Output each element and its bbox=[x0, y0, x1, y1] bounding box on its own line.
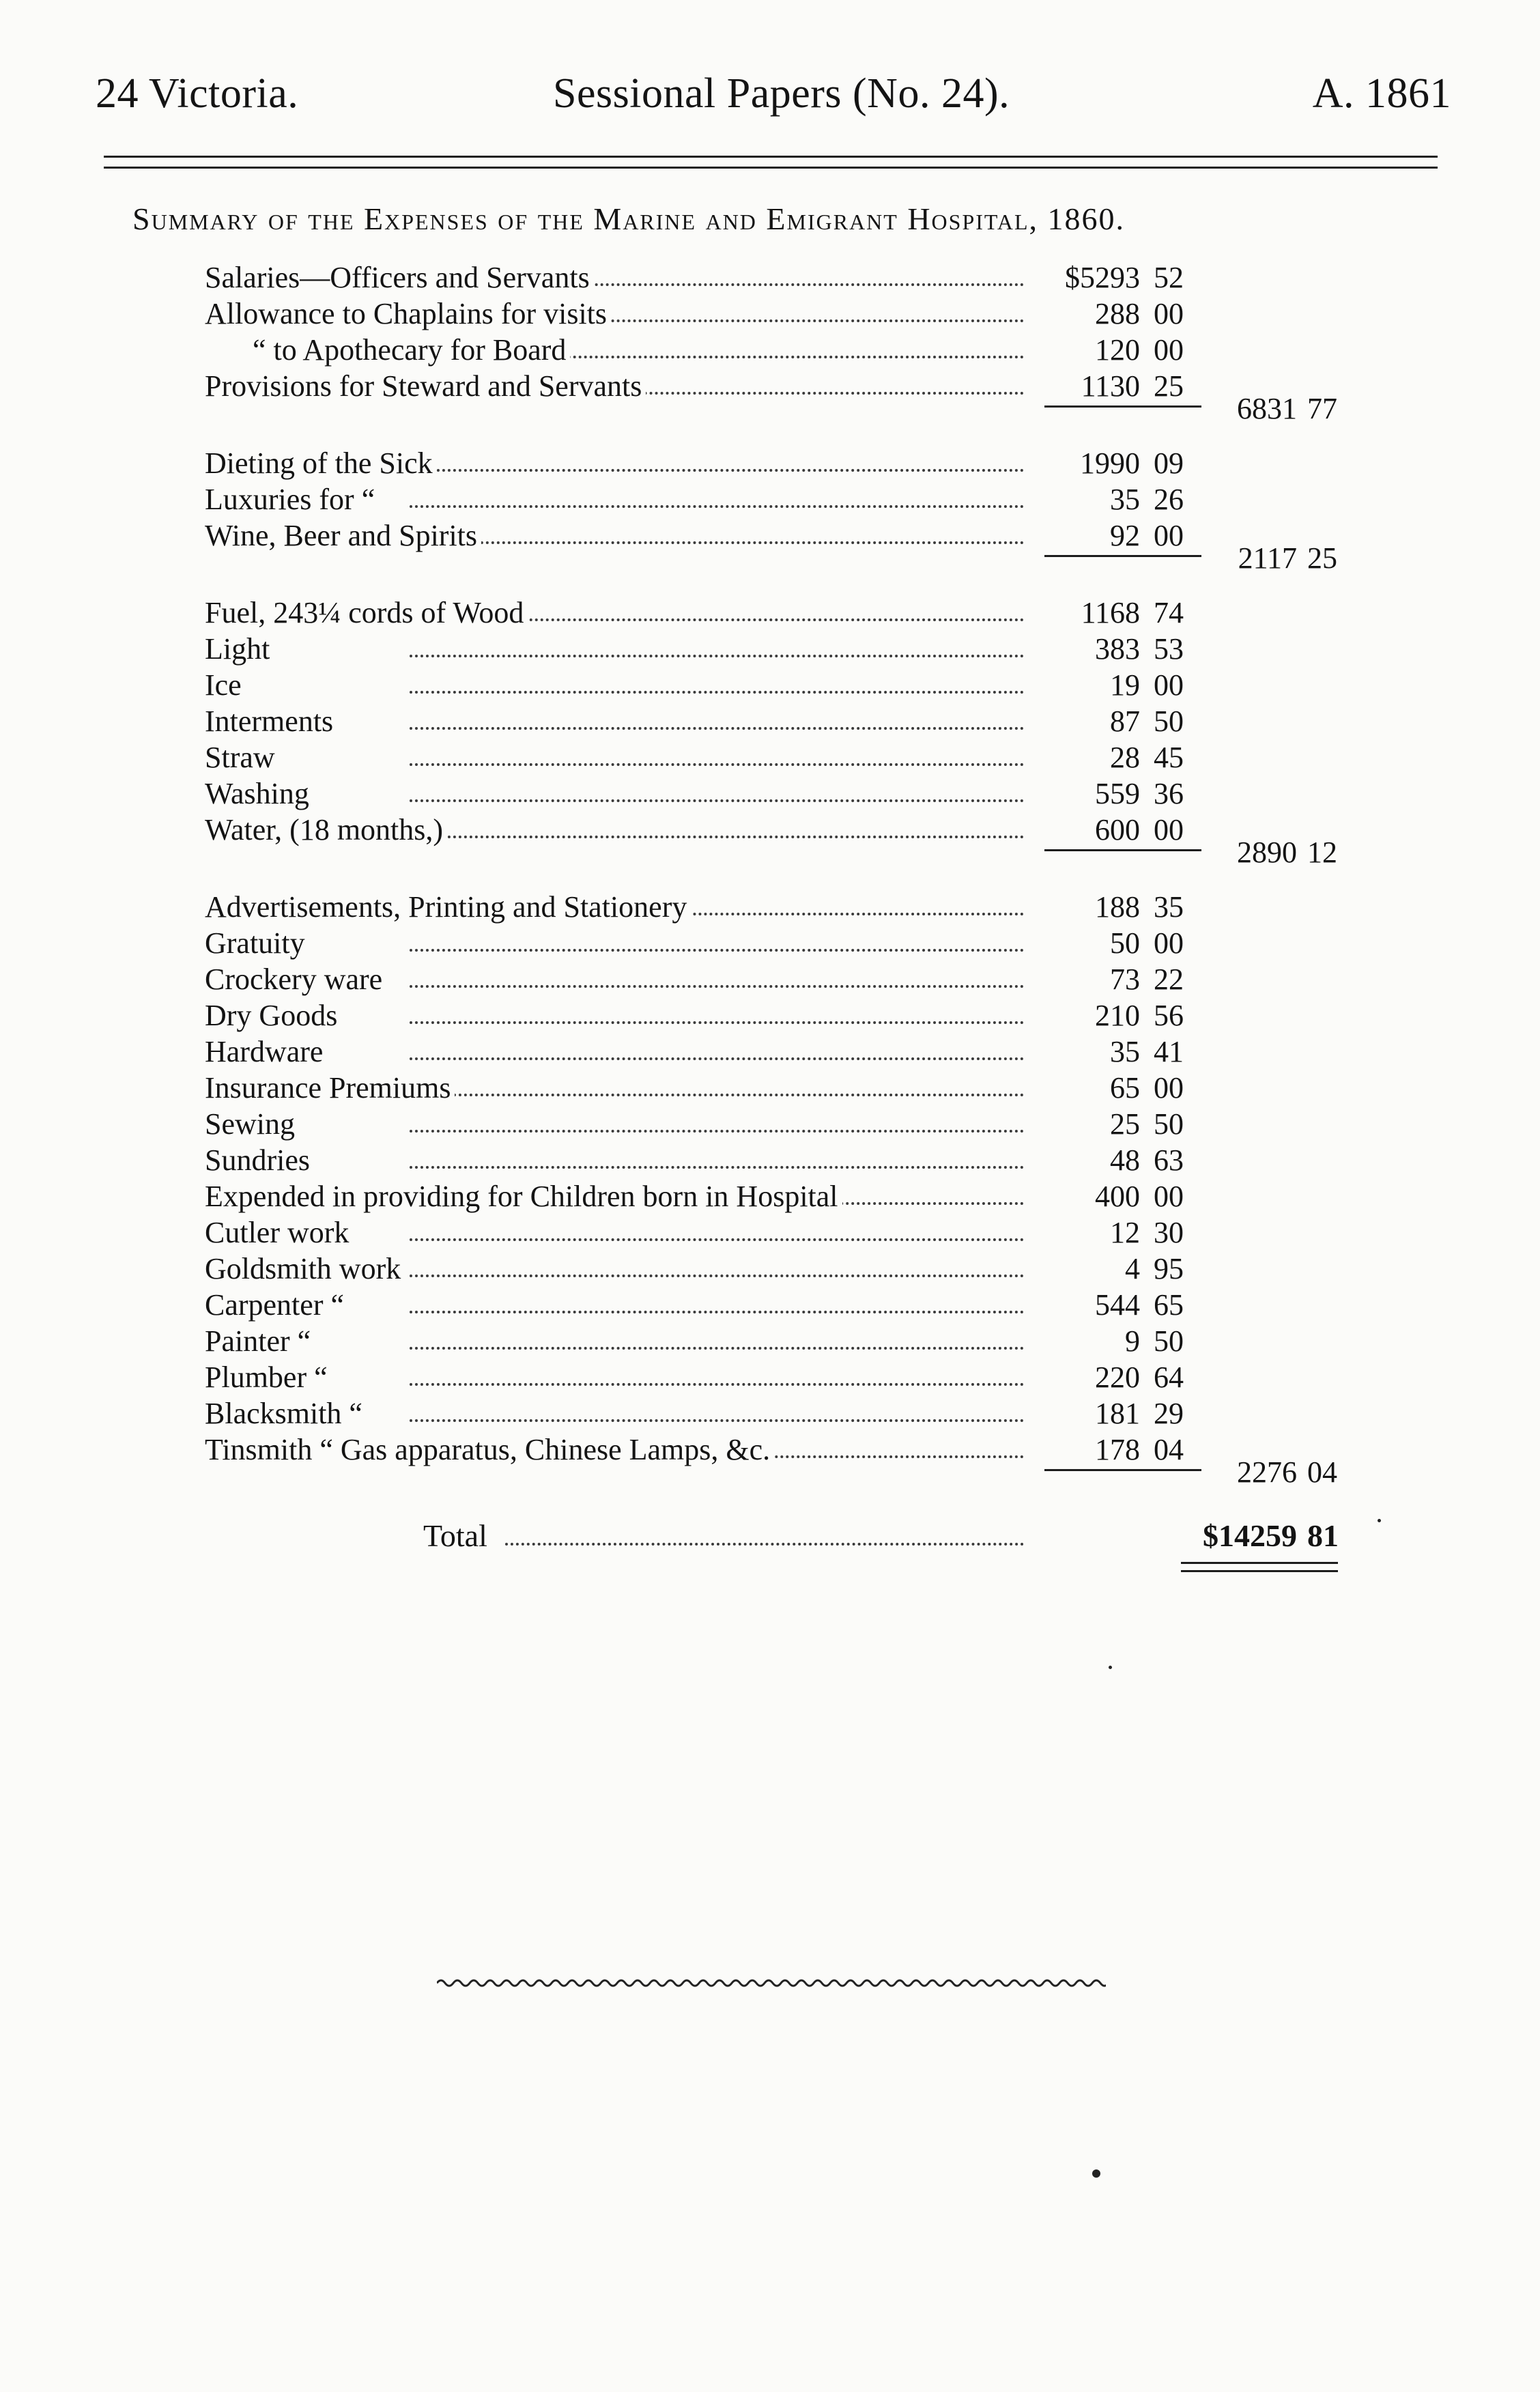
expense-label: Insurance Premiums bbox=[205, 1070, 1024, 1106]
expense-label: Water, (18 months,) bbox=[205, 812, 1024, 848]
expense-row bbox=[0, 961, 1540, 997]
expense-row bbox=[0, 1287, 1540, 1323]
expense-cents: 65 bbox=[1154, 1288, 1184, 1322]
expense-cents: 30 bbox=[1154, 1216, 1184, 1249]
expense-cents: 00 bbox=[1154, 1071, 1184, 1105]
expense-label: Plumber “ bbox=[205, 1359, 1024, 1395]
expense-cents: 00 bbox=[1154, 297, 1184, 330]
expense-label: Dieting of the Sick bbox=[205, 445, 1024, 481]
expense-label: Allowance to Chaplains for visits bbox=[205, 296, 1024, 332]
expense-cents: 64 bbox=[1154, 1361, 1184, 1394]
expense-label: Blacksmith “ bbox=[205, 1395, 1024, 1432]
header-year: A. 1861 bbox=[1312, 70, 1451, 117]
expense-cents: 04 bbox=[1154, 1433, 1184, 1466]
expense-label: Gratuity bbox=[205, 925, 1024, 961]
expense-dollars: $5293 bbox=[1065, 261, 1140, 294]
subtotal-dollars: 2117 bbox=[1238, 541, 1297, 575]
total-dollars: $14259 bbox=[1203, 1518, 1297, 1553]
ornamental-rule bbox=[437, 1976, 1106, 1990]
expense-cents: 95 bbox=[1154, 1252, 1184, 1285]
expense-dollars: 383 bbox=[1095, 632, 1140, 666]
expense-cents: 53 bbox=[1154, 632, 1184, 666]
expense-label: Sundries bbox=[205, 1142, 1024, 1178]
expense-cents: 74 bbox=[1154, 596, 1184, 629]
expense-row bbox=[0, 1106, 1540, 1142]
expense-label: “ to Apothecary for Board bbox=[205, 332, 1024, 368]
expense-row bbox=[0, 889, 1540, 925]
header-rule-bottom bbox=[104, 167, 1438, 169]
header-rule-top bbox=[104, 156, 1438, 158]
expense-label: Sewing bbox=[205, 1106, 1024, 1142]
expense-row bbox=[0, 296, 1540, 332]
expense-row bbox=[0, 1034, 1540, 1070]
header-sessional-papers: Sessional Papers (No. 24). bbox=[553, 70, 1010, 117]
total-label: Total bbox=[423, 1515, 1024, 1556]
expense-cents: 56 bbox=[1154, 999, 1184, 1032]
expense-cents: 00 bbox=[1154, 813, 1184, 846]
expense-row bbox=[0, 332, 1540, 368]
ink-speck bbox=[1092, 2169, 1100, 2178]
expense-cents: 00 bbox=[1154, 1180, 1184, 1213]
total-row bbox=[0, 1515, 1540, 1556]
expense-dollars: 65 bbox=[1110, 1071, 1140, 1105]
expense-row bbox=[0, 595, 1540, 631]
expense-cents: 25 bbox=[1154, 369, 1184, 403]
expense-cents: 63 bbox=[1154, 1143, 1184, 1177]
expense-label: Straw bbox=[205, 739, 1024, 775]
expense-dollars: 4 bbox=[1125, 1252, 1140, 1285]
expense-row bbox=[0, 997, 1540, 1034]
subtotal-dollars: 2890 bbox=[1237, 836, 1297, 869]
subtotal-dollars: 6831 bbox=[1237, 392, 1297, 425]
expense-row bbox=[0, 1178, 1540, 1214]
expense-dollars: 220 bbox=[1095, 1361, 1140, 1394]
expense-dollars: 9 bbox=[1125, 1324, 1140, 1358]
ink-speck bbox=[1109, 1666, 1112, 1669]
expense-label: Light bbox=[205, 631, 1024, 667]
expense-dollars: 92 bbox=[1110, 519, 1140, 552]
expense-label: Salaries—Officers and Servants bbox=[205, 259, 1024, 296]
expense-label: Expended in providing for Children born in Hospital bbox=[205, 1178, 1024, 1214]
expense-row bbox=[0, 925, 1540, 961]
expense-cents: 00 bbox=[1154, 926, 1184, 960]
expense-cents: 00 bbox=[1154, 333, 1184, 367]
expense-dollars: 87 bbox=[1110, 704, 1140, 738]
expense-dollars: 28 bbox=[1110, 741, 1140, 774]
expense-cents: 26 bbox=[1154, 483, 1184, 516]
expense-row bbox=[0, 1251, 1540, 1287]
expense-cents: 09 bbox=[1154, 446, 1184, 480]
expense-dollars: 48 bbox=[1110, 1143, 1140, 1177]
expense-row bbox=[0, 1142, 1540, 1178]
expense-row bbox=[0, 667, 1540, 703]
expense-label: Painter “ bbox=[205, 1323, 1024, 1359]
expense-cents: 45 bbox=[1154, 741, 1184, 774]
expense-cents: 22 bbox=[1154, 963, 1184, 996]
expense-row bbox=[0, 631, 1540, 667]
expense-dollars: 288 bbox=[1095, 297, 1140, 330]
expense-dollars: 19 bbox=[1110, 668, 1140, 702]
expense-dollars: 73 bbox=[1110, 963, 1140, 996]
expense-dollars: 544 bbox=[1095, 1288, 1140, 1322]
expense-row bbox=[0, 1395, 1540, 1432]
ink-speck bbox=[1378, 1519, 1381, 1522]
header-session: 24 Victoria. bbox=[96, 70, 299, 117]
expense-dollars: 1130 bbox=[1081, 369, 1140, 403]
expense-cents: 36 bbox=[1154, 777, 1184, 810]
total-double-rule bbox=[1181, 1570, 1338, 1572]
subtotal-dollars: 2276 bbox=[1237, 1455, 1297, 1489]
expense-dollars: 1990 bbox=[1080, 446, 1140, 480]
expense-row bbox=[0, 703, 1540, 739]
expense-cents: 00 bbox=[1154, 519, 1184, 552]
expense-label: Carpenter “ bbox=[205, 1287, 1024, 1323]
subtotal-cents: 12 bbox=[1307, 836, 1337, 869]
expense-row bbox=[0, 259, 1540, 296]
expense-dollars: 50 bbox=[1110, 926, 1140, 960]
expense-label: Tinsmith “ Gas apparatus, Chinese Lamps, &c. bbox=[205, 1432, 1024, 1468]
expense-label: Cutler work bbox=[205, 1214, 1024, 1251]
expense-label: Fuel, 243¼ cords of Wood bbox=[205, 595, 1024, 631]
expense-dollars: 12 bbox=[1110, 1216, 1140, 1249]
expense-dollars: 600 bbox=[1095, 813, 1140, 846]
expense-cents: 35 bbox=[1154, 890, 1184, 924]
expense-dollars: 400 bbox=[1095, 1180, 1140, 1213]
expense-label: Interments bbox=[205, 703, 1024, 739]
total-cents: 81 bbox=[1307, 1518, 1339, 1553]
expense-row bbox=[0, 775, 1540, 812]
expense-label: Ice bbox=[205, 667, 1024, 703]
total-double-rule bbox=[1181, 1562, 1338, 1564]
expense-label: Provisions for Steward and Servants bbox=[205, 368, 1024, 404]
expense-dollars: 35 bbox=[1110, 1035, 1140, 1068]
expense-dollars: 210 bbox=[1095, 999, 1140, 1032]
expense-row bbox=[0, 1070, 1540, 1106]
expense-row bbox=[0, 1323, 1540, 1359]
expense-label: Crockery ware bbox=[205, 961, 1024, 997]
expense-cents: 00 bbox=[1154, 668, 1184, 702]
expense-dollars: 188 bbox=[1095, 890, 1140, 924]
expense-cents: 52 bbox=[1154, 261, 1184, 294]
expense-row bbox=[0, 1214, 1540, 1251]
expense-dollars: 25 bbox=[1110, 1107, 1140, 1141]
expense-cents: 29 bbox=[1154, 1397, 1184, 1430]
subtotal-cents: 04 bbox=[1307, 1455, 1337, 1489]
expense-dollars: 181 bbox=[1095, 1397, 1140, 1430]
expense-label: Advertisements, Printing and Stationery bbox=[205, 889, 1024, 925]
expense-label: Hardware bbox=[205, 1034, 1024, 1070]
expense-cents: 50 bbox=[1154, 1107, 1184, 1141]
expense-row bbox=[0, 739, 1540, 775]
expense-dollars: 1168 bbox=[1081, 596, 1140, 629]
expense-row bbox=[0, 445, 1540, 481]
expense-cents: 41 bbox=[1154, 1035, 1184, 1068]
expense-label: Wine, Beer and Spirits bbox=[205, 517, 1024, 554]
subtotal-cents: 77 bbox=[1307, 392, 1337, 425]
expense-dollars: 559 bbox=[1095, 777, 1140, 810]
document-title: Summary of the Expenses of the Marine and Emigrant Hospital, 1860. bbox=[132, 201, 1126, 236]
expense-cents: 50 bbox=[1154, 1324, 1184, 1358]
expense-label: Dry Goods bbox=[205, 997, 1024, 1034]
page-header bbox=[0, 63, 1540, 124]
expense-dollars: 178 bbox=[1095, 1433, 1140, 1466]
expense-label: Washing bbox=[205, 775, 1024, 812]
expense-row bbox=[0, 1359, 1540, 1395]
expense-label: Luxuries for “ bbox=[205, 481, 1024, 517]
expense-dollars: 120 bbox=[1095, 333, 1140, 367]
expense-row bbox=[0, 481, 1540, 517]
expense-cents: 50 bbox=[1154, 704, 1184, 738]
subtotal-cents: 25 bbox=[1307, 541, 1337, 575]
expense-dollars: 35 bbox=[1110, 483, 1140, 516]
expense-label: Goldsmith work bbox=[205, 1251, 1024, 1287]
